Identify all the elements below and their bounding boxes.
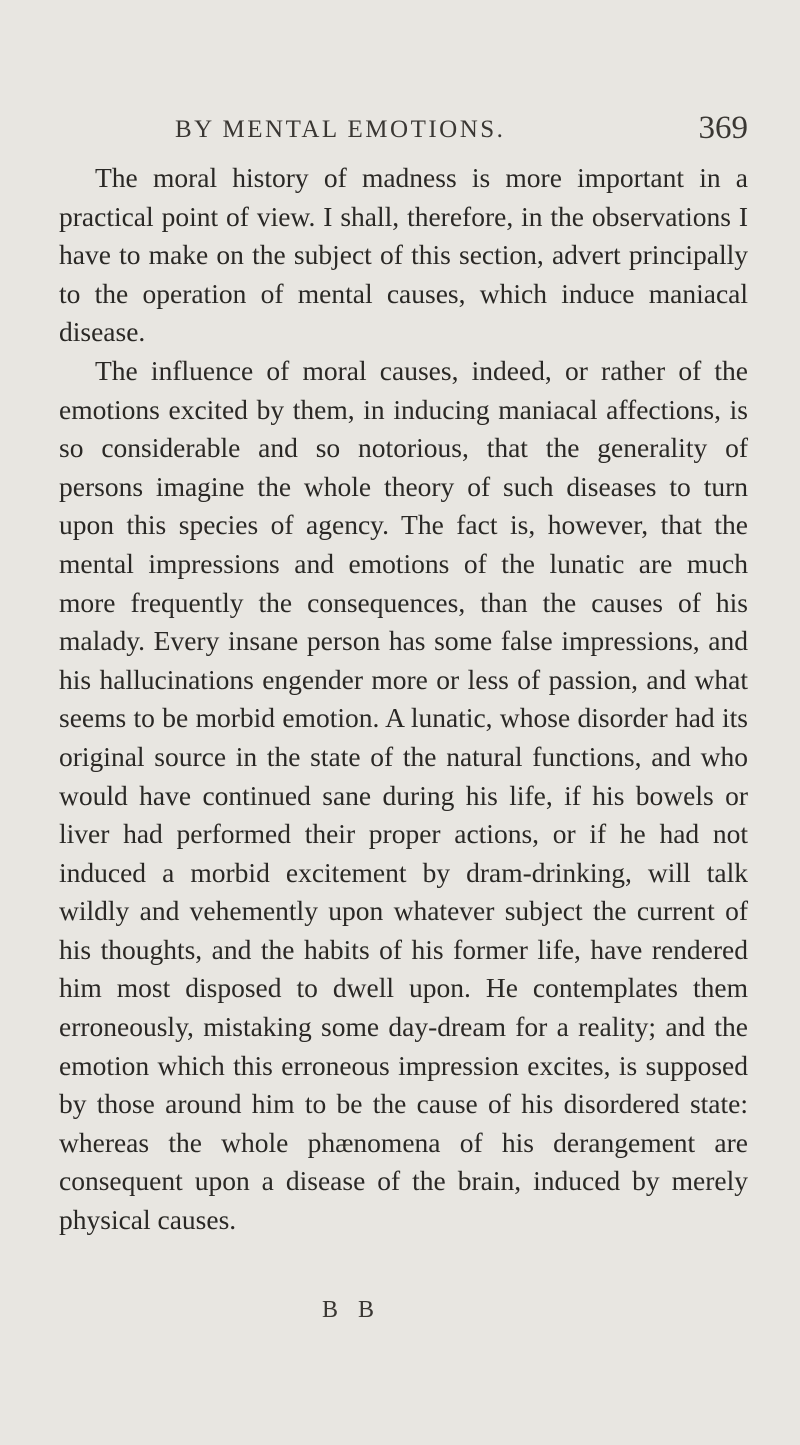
signature-mark: B B (322, 1297, 382, 1323)
page-number: 369 (698, 110, 748, 146)
running-head (59, 110, 748, 144)
body-text (59, 159, 748, 1240)
running-title: BY MENTAL EMOTIONS. (175, 116, 506, 143)
paragraph: The moral history of madness is more important in a practical point of view. I shall, therefore, in the observations I have to make on the subject of this section, advert principally to the operation of mental causes, which induce maniacal disease. (59, 162, 748, 348)
paragraph: The influence of moral causes, indeed, or rather of the emotions excited by them, in inducing maniacal affections, is so considerable and so notorious, that the generality of persons imagine the whole theory of such diseases to turn upon this species of agency. The fact is, however, that the mental impressions and emotions of the lunatic are much more frequently the consequences, than the causes of his malady. Every insane person has some false impressions, and his hallucinations engender more or less of passion, and what seems to be morbid emotion. A lunatic, whose disorder had its original source in the state of the natural functions, and who would have continued sane during his life, if his bowels or liver had performed their proper actions, or if he had not induced a morbid excitement by dram-drinking, will talk wildly and vehemently upon whatever subject the current of his thoughts, and the habits of his former life, have rendered him most disposed to dwell upon. He contemplates them erroneously, mistaking some day-dream for a reality; and the emotion which this erroneous impression excites, is supposed by those around him to be the cause of his disordered state: whereas the whole phænomena of his derangement are consequent upon a disease of the brain, induced by merely physical causes. (59, 354, 748, 1236)
